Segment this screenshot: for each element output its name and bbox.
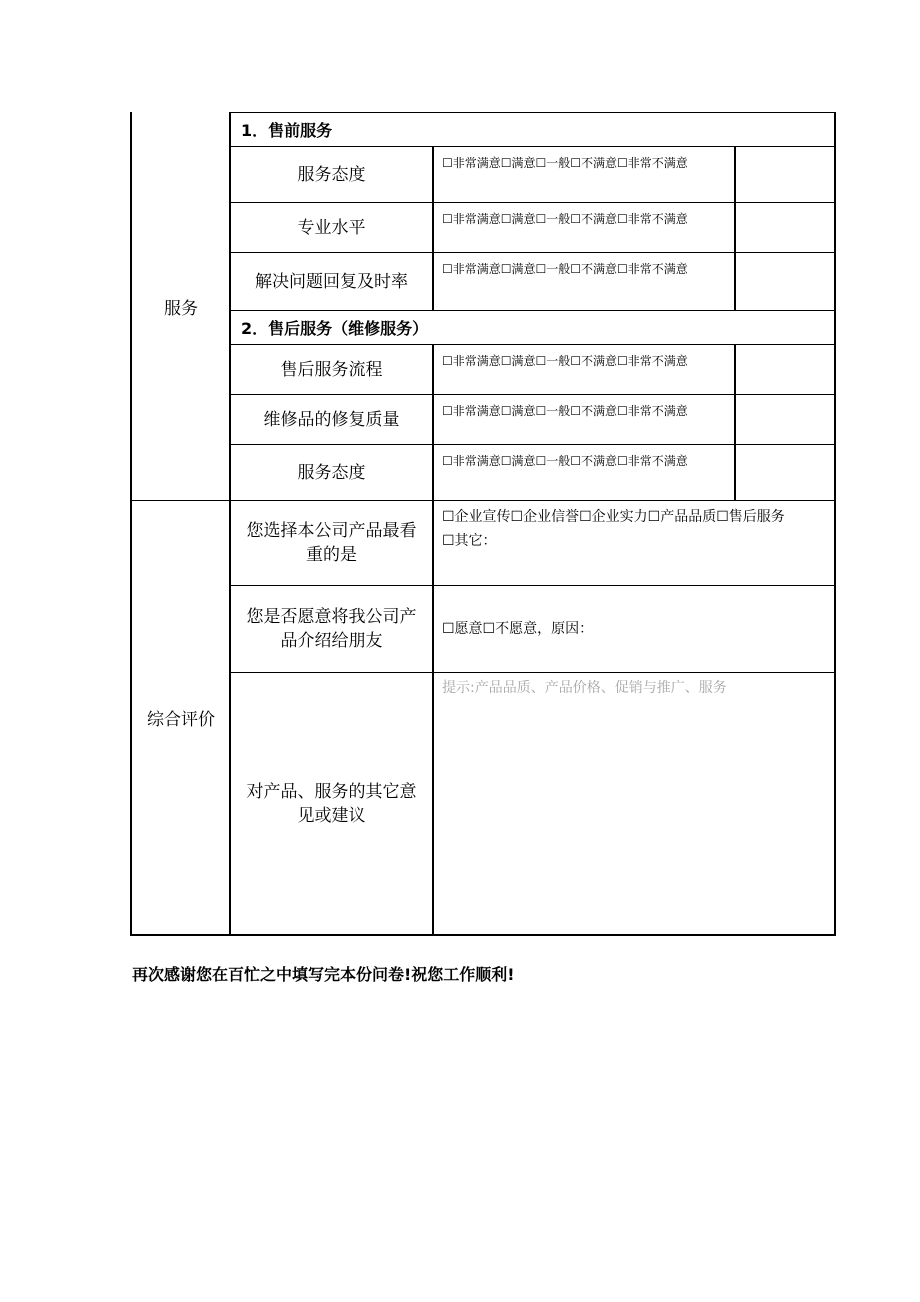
priority-question: 您选择本公司产品最看重的是	[246, 521, 417, 565]
after-sales-process-options[interactable]: ☐非常满意☐满意☐一般☐不满意☐非常不满意	[442, 354, 688, 368]
pre-sales-expertise-remark[interactable]	[736, 203, 834, 252]
service-group-label: 服务	[164, 298, 198, 319]
after-sales-process-remark[interactable]	[736, 345, 834, 394]
recommend-options[interactable]	[434, 586, 834, 672]
pre-sales-title: 1．售前服务	[241, 121, 333, 140]
after-sales-quality-remark[interactable]	[736, 395, 834, 444]
pre-sales-attitude-remark[interactable]	[736, 147, 834, 202]
pre-sales-response-label: 解决问题回复及时率	[255, 271, 408, 292]
suggestion-textarea[interactable]: 提示:产品品质、产品价格、促销与推广、服务	[442, 680, 727, 696]
priority-options-line2[interactable]: ☐其它：	[442, 533, 497, 549]
pre-sales-attitude-label: 服务态度	[297, 164, 366, 185]
survey-table	[130, 112, 836, 936]
recommend-options-line1[interactable]: ☐愿意☐不愿意，原因：	[442, 621, 594, 637]
pre-sales-response-options[interactable]: ☐非常满意☐满意☐一般☐不满意☐非常不满意	[442, 262, 688, 276]
pre-sales-response-remark[interactable]	[736, 253, 834, 310]
priority-options-line1[interactable]: ☐企业宣传☐企业信誉☐企业实力☐产品品质☐售后服务	[442, 509, 785, 525]
after-sales-attitude-label: 服务态度	[297, 462, 366, 483]
after-sales-attitude-remark[interactable]	[736, 445, 834, 500]
recommend-question: 您是否愿意将我公司产品介绍给朋友	[246, 607, 417, 651]
suggestion-question: 对产品、服务的其它意见或建议	[246, 781, 417, 826]
after-sales-title: 2．售后服务（维修服务）	[241, 319, 429, 338]
after-sales-attitude-options[interactable]: ☐非常满意☐满意☐一般☐不满意☐非常不满意	[442, 454, 688, 468]
after-sales-process-label: 售后服务流程	[280, 359, 383, 380]
pre-sales-expertise-label: 专业水平	[297, 217, 366, 238]
closing-message: 再次感谢您在百忙之中填写完本份问卷!祝您工作顺利!	[132, 965, 515, 984]
after-sales-quality-options[interactable]: ☐非常满意☐满意☐一般☐不满意☐非常不满意	[442, 404, 688, 418]
overall-group-label: 综合评价	[147, 710, 215, 730]
pre-sales-attitude-options[interactable]: ☐非常满意☐满意☐一般☐不满意☐非常不满意	[442, 156, 688, 170]
pre-sales-expertise-options[interactable]: ☐非常满意☐满意☐一般☐不满意☐非常不满意	[442, 212, 688, 226]
priority-options[interactable]	[434, 501, 834, 585]
after-sales-quality-label: 维修品的修复质量	[263, 409, 400, 430]
